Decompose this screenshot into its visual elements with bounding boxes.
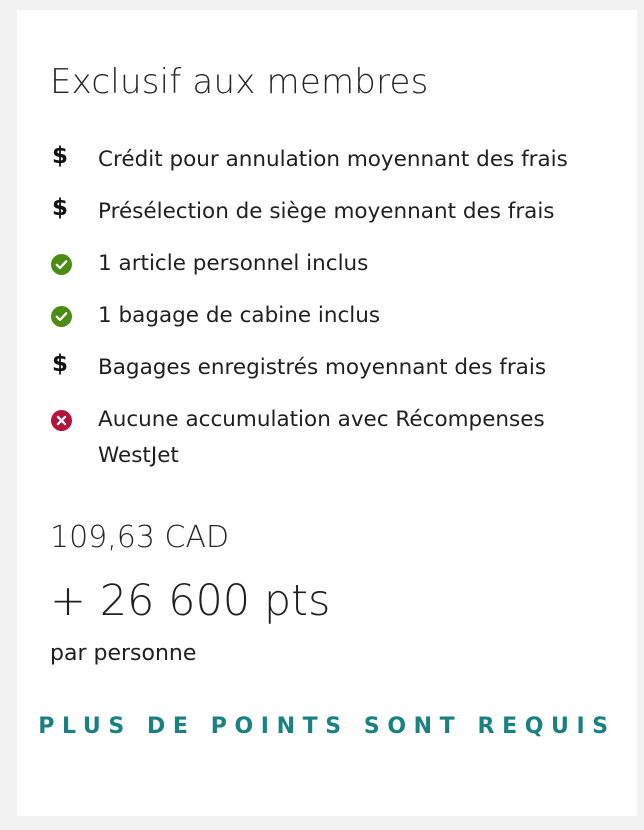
check-circle-icon — [50, 253, 72, 275]
feature-item — [50, 350, 620, 386]
fare-card — [17, 10, 637, 816]
cross-circle-icon — [50, 409, 72, 431]
feature-label: Aucune accumulation avec Récompenses WestJet — [98, 407, 545, 468]
feature-label: 1 article personnel inclus — [98, 251, 369, 276]
dollar-icon: $ — [51, 351, 68, 377]
feature-label: Bagages enregistrés moyennant des frais — [98, 355, 547, 380]
per-person-label: par personne — [50, 641, 197, 666]
feature-list — [50, 142, 620, 490]
feature-label: Crédit pour annulation moyennant des frais — [98, 147, 568, 172]
feature-label: 1 bagage de cabine inclus — [98, 303, 381, 328]
feature-item — [50, 142, 620, 178]
feature-item — [50, 246, 620, 282]
feature-item — [50, 402, 620, 474]
feature-label: Présélection de siège moyennant des frais — [98, 199, 555, 224]
more-points-required-button[interactable]: PLUS DE POINTS SONT REQUIS — [17, 714, 637, 739]
dollar-icon: $ — [51, 143, 68, 169]
feature-item — [50, 194, 620, 230]
fare-title: Exclusif aux membres — [50, 62, 429, 102]
price-cad: 109,63 CAD — [50, 520, 230, 555]
points-amount: + 26 600 pts — [50, 576, 331, 626]
feature-item — [50, 298, 620, 334]
dollar-icon: $ — [51, 195, 68, 221]
check-circle-icon — [50, 305, 72, 327]
